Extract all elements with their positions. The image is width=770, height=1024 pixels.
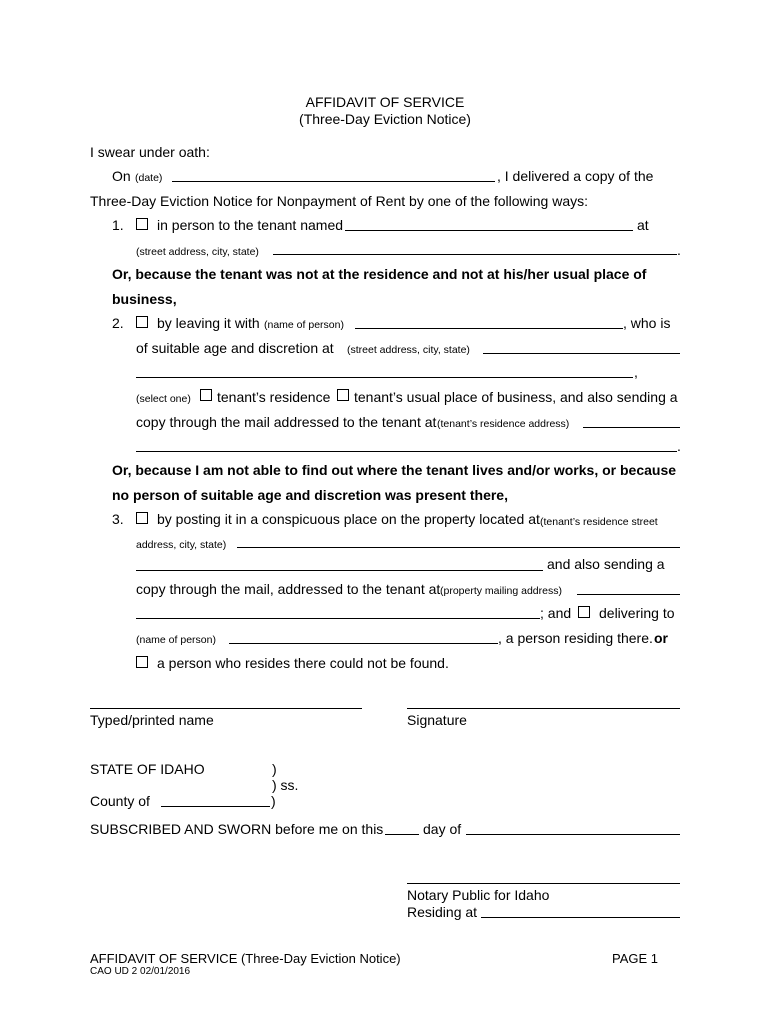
notary-signature-field[interactable] [407,883,680,884]
typed-name-label: Typed/printed name [90,712,214,728]
option-1-at: at [637,217,649,233]
or-clause-2-line-1: Or, because I am not able to find out where the tenant lives and/or works, or because [112,462,677,478]
document-title: AFFIDAVIT OF SERVICE [305,94,465,110]
or-clause-1-line-2: business, [112,291,177,307]
paren-3: ) [271,793,276,809]
option-3-person-field[interactable] [229,643,498,644]
option-1-checkbox[interactable] [136,218,148,230]
option-3-also-sending: and also sending a [547,556,665,572]
footer-code: CAO UD 2 02/01/2016 [90,966,191,977]
delivered-text: , I delivered a copy of the [497,168,654,184]
page-number: PAGE 1 [612,951,659,966]
option-3-mail-text: copy through the mail, addressed to the tenant at [136,581,441,597]
residing-at-field[interactable] [481,917,680,918]
delivering-label: delivering to [599,605,675,621]
state-label: STATE OF IDAHO [90,761,205,777]
subscribed-text: SUBSCRIBED AND SWORN before me on this [90,821,384,837]
option-2-person-field[interactable] [355,328,623,329]
signature-label: Signature [407,712,467,728]
option-2-text: by leaving it with [157,315,260,331]
notice-line: Three-Day Eviction Notice for Nonpayment of Rent by one of the following ways: [90,193,589,209]
on-label: On [112,168,131,184]
option-2-address-field[interactable] [483,353,680,354]
option-2-mail-field-2[interactable] [136,451,677,452]
select-one-hint: (select one) [136,393,191,405]
month-year-field[interactable] [466,834,680,835]
document-subtitle: (Three-Day Eviction Notice) [299,111,471,127]
option-1-address-field[interactable] [273,254,677,255]
option-2-suitable-text: of suitable age and discretion at [136,340,334,356]
notary-label: Notary Public for Idaho [407,887,550,903]
business-label: tenant’s usual place of business, and also sending a [354,389,678,405]
option-3-checkbox[interactable] [136,512,148,524]
option-1-text: in person to the tenant named [157,217,344,233]
not-found-checkbox[interactable] [136,656,148,668]
option-3-mail-field-2[interactable] [136,618,540,619]
day-field[interactable] [385,834,419,835]
option-2-number: 2. [112,315,124,331]
option-1-address-hint: (street address, city, state) [136,246,259,258]
option-2-address-hint: (street address, city, state) [347,344,470,356]
option-2-mail-hint: (tenant’s residence address) [437,418,570,430]
option-2-comma: , [634,364,638,380]
option-2-mail-field[interactable] [583,427,680,428]
delivering-checkbox[interactable] [578,606,590,618]
option-2-period: . [677,438,681,454]
tenant-name-field[interactable] [345,230,633,231]
residence-checkbox[interactable] [200,389,212,401]
option-3-street-hint: (tenant’s residence street [540,516,658,528]
day-of-label: day of [423,821,462,837]
paren-1: ) [272,761,277,777]
option-2-checkbox[interactable] [136,316,148,328]
option-3-street-hint-2: address, city, state) [136,539,227,551]
business-checkbox[interactable] [337,389,349,401]
footer-title: AFFIDAVIT OF SERVICE (Three-Day Eviction Notice) [90,951,401,966]
option-2-person-hint: (name of person) [264,319,344,331]
intro-text: I swear under oath: [90,144,210,160]
option-1-period: . [677,242,681,258]
option-3-residing: , a person residing there. [498,630,653,646]
option-2-address-field-2[interactable] [136,377,633,378]
option-3-address-field[interactable] [237,547,680,548]
residence-label: tenant’s residence [217,389,331,405]
option-3-mail-field[interactable] [577,594,680,595]
ss-label: ) ss. [272,777,299,793]
option-3-number: 3. [112,511,124,527]
option-3-address-field-2[interactable] [136,570,543,571]
date-field[interactable] [172,181,495,182]
county-label: County of [90,793,150,809]
typed-name-field[interactable] [90,708,362,709]
or-clause-2-line-2: no person of suitable age and discretion was present there, [112,487,508,503]
or-clause-1-line-1: Or, because the tenant was not at the residence and not at his/her usual place of [112,266,647,282]
residing-at-label: Residing at [407,904,478,920]
date-hint: (date) [135,172,163,184]
option-3-or: or [654,630,668,646]
option-1-number: 1. [112,217,124,233]
not-found-label: a person who resides there could not be found. [157,655,449,671]
option-3-person-hint: (name of person) [136,634,216,646]
signature-field[interactable] [407,708,680,709]
option-3-mail-hint: (property mailing address) [440,585,562,597]
option-2-who-is: , who is [623,315,671,331]
option-3-text: by posting it in a conspicuous place on the property located at [157,511,540,527]
county-field[interactable] [161,806,270,807]
option-3-and-text: ; and [540,605,572,621]
option-2-mail-text: copy through the mail addressed to the tenant at [136,414,437,430]
